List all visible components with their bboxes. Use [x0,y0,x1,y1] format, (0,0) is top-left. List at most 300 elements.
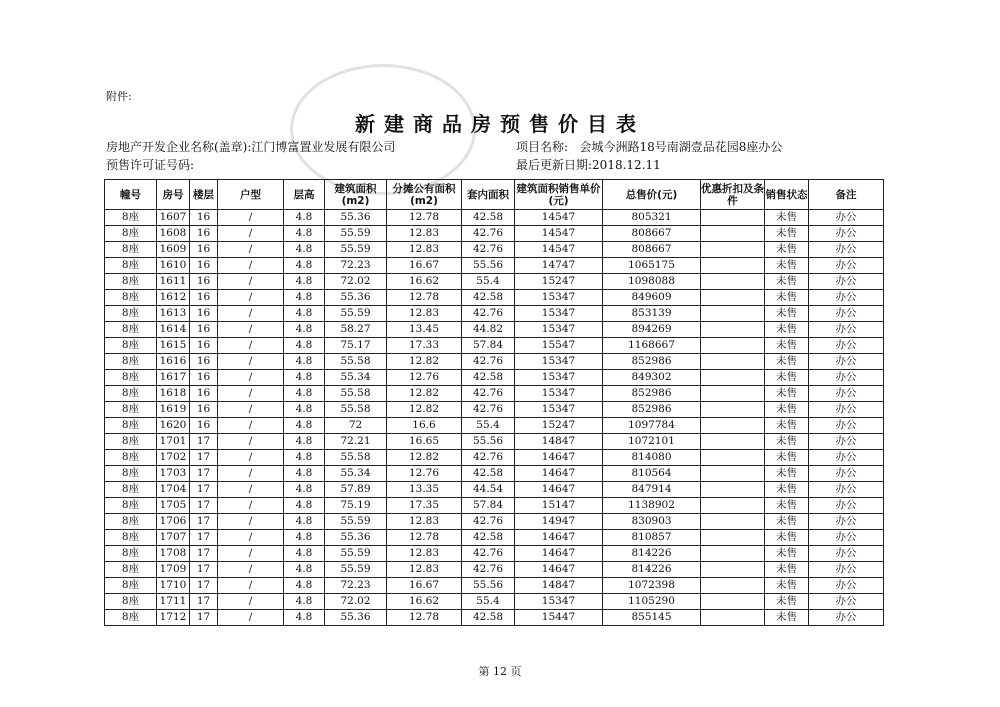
cell-floor: 17 [190,514,218,530]
cell-floor: 16 [190,370,218,386]
cell-height: 4.8 [284,306,325,322]
cell-discount [701,274,765,290]
cell-unit-type: / [218,402,284,418]
table-row [105,242,884,258]
table-row [105,210,884,226]
cell-building: 8座 [105,402,157,418]
cell-total-price: 852986 [603,354,701,370]
cell-inner-area: 57.84 [462,338,515,354]
cell-remarks: 办公 [809,322,884,338]
cell-shared-area: 12.76 [387,466,462,482]
table-row [105,514,884,530]
cell-status: 未售 [765,226,809,242]
cell-total-price: 853139 [603,306,701,322]
cell-inner-area: 42.76 [462,450,515,466]
cell-building: 8座 [105,434,157,450]
cell-unit-type: / [218,418,284,434]
cell-shared-area: 12.78 [387,210,462,226]
cell-discount [701,258,765,274]
cell-unit-price: 15347 [515,290,603,306]
table-row [105,546,884,562]
cell-inner-area: 42.58 [462,466,515,482]
cell-building: 8座 [105,274,157,290]
cell-height: 4.8 [284,562,325,578]
cell-gross-area: 55.34 [325,370,387,386]
cell-building: 8座 [105,482,157,498]
cell-inner-area: 42.76 [462,226,515,242]
cell-height: 4.8 [284,386,325,402]
table-row [105,402,884,418]
cell-shared-area: 13.45 [387,322,462,338]
cell-status: 未售 [765,306,809,322]
cell-remarks: 办公 [809,370,884,386]
cell-gross-area: 55.59 [325,562,387,578]
price-table [104,179,884,626]
cell-inner-area: 42.58 [462,610,515,626]
cell-unit-type: / [218,450,284,466]
cell-total-price: 1072101 [603,434,701,450]
cell-remarks: 办公 [809,450,884,466]
cell-inner-area: 42.58 [462,210,515,226]
cell-remarks: 办公 [809,434,884,450]
table-row [105,418,884,434]
cell-gross-area: 55.34 [325,466,387,482]
cell-remarks: 办公 [809,402,884,418]
cell-building: 8座 [105,338,157,354]
cell-unit-price: 15547 [515,338,603,354]
cell-total-price: 830903 [603,514,701,530]
permit-line [106,156,194,173]
cell-height: 4.8 [284,274,325,290]
cell-gross-area: 75.19 [325,498,387,514]
cell-height: 4.8 [284,354,325,370]
table-row [105,386,884,402]
col-header-total-price: 总售价(元) [603,180,701,210]
cell-remarks: 办公 [809,466,884,482]
cell-discount [701,610,765,626]
cell-status: 未售 [765,386,809,402]
col-header-unit-type: 户型 [218,180,284,210]
cell-unit-price: 14647 [515,546,603,562]
cell-shared-area: 12.83 [387,226,462,242]
cell-room: 1608 [157,226,190,242]
cell-floor: 16 [190,226,218,242]
cell-gross-area: 58.27 [325,322,387,338]
cell-shared-area: 17.35 [387,498,462,514]
cell-discount [701,562,765,578]
cell-inner-area: 42.76 [462,354,515,370]
cell-discount [701,306,765,322]
cell-unit-type: / [218,226,284,242]
cell-total-price: 814226 [603,546,701,562]
cell-unit-price: 15347 [515,402,603,418]
cell-gross-area: 55.59 [325,242,387,258]
cell-status: 未售 [765,562,809,578]
cell-total-price: 808667 [603,242,701,258]
cell-remarks: 办公 [809,306,884,322]
cell-floor: 16 [190,322,218,338]
cell-status: 未售 [765,274,809,290]
cell-unit-price: 15347 [515,594,603,610]
cell-shared-area: 12.82 [387,354,462,370]
cell-status: 未售 [765,242,809,258]
cell-shared-area: 12.83 [387,514,462,530]
cell-status: 未售 [765,370,809,386]
cell-room: 1613 [157,306,190,322]
cell-unit-type: / [218,386,284,402]
cell-gross-area: 55.58 [325,386,387,402]
table-row [105,290,884,306]
cell-building: 8座 [105,370,157,386]
cell-floor: 16 [190,306,218,322]
cell-remarks: 办公 [809,274,884,290]
cell-height: 4.8 [284,418,325,434]
cell-unit-type: / [218,546,284,562]
table-row [105,354,884,370]
cell-shared-area: 16.65 [387,434,462,450]
cell-unit-price: 14947 [515,514,603,530]
cell-status: 未售 [765,530,809,546]
cell-unit-price: 15447 [515,610,603,626]
cell-status: 未售 [765,402,809,418]
cell-total-price: 810564 [603,466,701,482]
cell-remarks: 办公 [809,210,884,226]
cell-status: 未售 [765,498,809,514]
cell-remarks: 办公 [809,530,884,546]
cell-discount [701,578,765,594]
cell-gross-area: 55.59 [325,226,387,242]
cell-unit-price: 14547 [515,226,603,242]
cell-inner-area: 55.4 [462,274,515,290]
cell-floor: 16 [190,258,218,274]
cell-unit-type: / [218,578,284,594]
cell-inner-area: 55.56 [462,578,515,594]
cell-shared-area: 12.83 [387,562,462,578]
cell-total-price: 852986 [603,402,701,418]
cell-discount [701,402,765,418]
cell-room: 1710 [157,578,190,594]
cell-inner-area: 44.54 [462,482,515,498]
cell-unit-price: 15347 [515,306,603,322]
page-number: 第 12 页 [478,665,522,678]
table-row [105,530,884,546]
cell-floor: 17 [190,434,218,450]
cell-building: 8座 [105,594,157,610]
cell-height: 4.8 [284,434,325,450]
cell-shared-area: 12.76 [387,370,462,386]
cell-room: 1712 [157,610,190,626]
cell-room: 1612 [157,290,190,306]
cell-unit-type: / [218,594,284,610]
developer-label: 房地产开发企业名称(盖章): [106,140,252,154]
cell-unit-price: 15347 [515,322,603,338]
cell-shared-area: 16.67 [387,578,462,594]
cell-building: 8座 [105,210,157,226]
cell-height: 4.8 [284,226,325,242]
cell-room: 1618 [157,386,190,402]
cell-shared-area: 17.33 [387,338,462,354]
cell-discount [701,594,765,610]
cell-status: 未售 [765,546,809,562]
cell-total-price: 814080 [603,450,701,466]
cell-height: 4.8 [284,338,325,354]
table-row [105,498,884,514]
table-row [105,370,884,386]
cell-floor: 17 [190,482,218,498]
cell-room: 1611 [157,274,190,290]
cell-gross-area: 55.58 [325,402,387,418]
cell-remarks: 办公 [809,418,884,434]
cell-inner-area: 42.76 [462,514,515,530]
cell-total-price: 1168667 [603,338,701,354]
cell-discount [701,338,765,354]
cell-inner-area: 57.84 [462,498,515,514]
cell-status: 未售 [765,482,809,498]
cell-total-price: 849609 [603,290,701,306]
cell-unit-type: / [218,530,284,546]
cell-shared-area: 16.6 [387,418,462,434]
table-row [105,450,884,466]
cell-height: 4.8 [284,578,325,594]
cell-building: 8座 [105,466,157,482]
cell-remarks: 办公 [809,562,884,578]
cell-unit-type: / [218,290,284,306]
col-header-discount: 优惠折扣及条件 [701,180,765,210]
cell-room: 1711 [157,594,190,610]
cell-inner-area: 42.76 [462,562,515,578]
cell-unit-type: / [218,242,284,258]
cell-gross-area: 55.36 [325,290,387,306]
cell-height: 4.8 [284,498,325,514]
cell-height: 4.8 [284,322,325,338]
cell-status: 未售 [765,338,809,354]
updated-line [516,156,661,173]
cell-gross-area: 72.02 [325,274,387,290]
cell-inner-area: 42.58 [462,530,515,546]
cell-remarks: 办公 [809,290,884,306]
cell-discount [701,322,765,338]
cell-total-price: 1072398 [603,578,701,594]
cell-discount [701,530,765,546]
cell-shared-area: 12.78 [387,290,462,306]
cell-gross-area: 55.58 [325,450,387,466]
cell-floor: 16 [190,402,218,418]
cell-total-price: 852986 [603,386,701,402]
cell-room: 1709 [157,562,190,578]
cell-building: 8座 [105,610,157,626]
cell-unit-type: / [218,370,284,386]
cell-floor: 17 [190,450,218,466]
cell-unit-type: / [218,338,284,354]
project-line [516,138,782,155]
cell-shared-area: 12.78 [387,610,462,626]
cell-inner-area: 55.56 [462,434,515,450]
cell-shared-area: 16.67 [387,258,462,274]
cell-total-price: 855145 [603,610,701,626]
cell-floor: 16 [190,354,218,370]
cell-building: 8座 [105,290,157,306]
col-header-room: 房号 [157,180,190,210]
cell-gross-area: 55.59 [325,514,387,530]
attachment-label: 附件: [106,90,132,103]
col-header-gross-area: 建筑面积(m2) [325,180,387,210]
cell-gross-area: 72.23 [325,578,387,594]
cell-shared-area: 12.83 [387,242,462,258]
cell-gross-area: 75.17 [325,338,387,354]
cell-unit-type: / [218,322,284,338]
cell-height: 4.8 [284,482,325,498]
permit-label: 预售许可证号码: [106,158,195,172]
cell-unit-type: / [218,274,284,290]
cell-building: 8座 [105,386,157,402]
cell-status: 未售 [765,354,809,370]
cell-gross-area: 72.21 [325,434,387,450]
cell-discount [701,354,765,370]
cell-discount [701,290,765,306]
cell-building: 8座 [105,562,157,578]
cell-inner-area: 42.58 [462,290,515,306]
cell-inner-area: 55.4 [462,418,515,434]
cell-total-price: 894269 [603,322,701,338]
cell-unit-price: 15347 [515,354,603,370]
cell-unit-price: 14647 [515,562,603,578]
cell-building: 8座 [105,242,157,258]
cell-room: 1705 [157,498,190,514]
cell-floor: 17 [190,578,218,594]
cell-unit-type: / [218,610,284,626]
cell-inner-area: 42.76 [462,386,515,402]
cell-building: 8座 [105,578,157,594]
cell-floor: 16 [190,242,218,258]
table-row [105,562,884,578]
cell-building: 8座 [105,514,157,530]
cell-unit-price: 14747 [515,258,603,274]
cell-gross-area: 72.02 [325,594,387,610]
developer-line [106,138,395,155]
cell-shared-area: 12.83 [387,546,462,562]
cell-floor: 16 [190,274,218,290]
cell-building: 8座 [105,306,157,322]
cell-height: 4.8 [284,258,325,274]
cell-room: 1620 [157,418,190,434]
cell-unit-type: / [218,354,284,370]
cell-unit-type: / [218,482,284,498]
cell-unit-type: / [218,466,284,482]
cell-remarks: 办公 [809,594,884,610]
cell-status: 未售 [765,514,809,530]
cell-shared-area: 12.83 [387,306,462,322]
cell-room: 1615 [157,338,190,354]
cell-total-price: 1098088 [603,274,701,290]
cell-shared-area: 16.62 [387,274,462,290]
table-row [105,466,884,482]
cell-room: 1701 [157,434,190,450]
cell-height: 4.8 [284,466,325,482]
cell-discount [701,226,765,242]
cell-height: 4.8 [284,210,325,226]
cell-height: 4.8 [284,514,325,530]
cell-discount [701,546,765,562]
cell-shared-area: 12.82 [387,386,462,402]
cell-unit-price: 14647 [515,530,603,546]
cell-unit-price: 14647 [515,482,603,498]
col-header-remarks: 备注 [809,180,884,210]
cell-building: 8座 [105,322,157,338]
cell-unit-type: / [218,562,284,578]
cell-floor: 17 [190,530,218,546]
cell-status: 未售 [765,418,809,434]
cell-unit-price: 14847 [515,434,603,450]
table-row [105,226,884,242]
cell-floor: 17 [190,498,218,514]
cell-room: 1610 [157,258,190,274]
cell-status: 未售 [765,610,809,626]
cell-remarks: 办公 [809,258,884,274]
cell-unit-price: 14647 [515,466,603,482]
table-row [105,306,884,322]
table-row [105,434,884,450]
cell-inner-area: 44.82 [462,322,515,338]
cell-gross-area: 55.36 [325,210,387,226]
cell-status: 未售 [765,322,809,338]
cell-shared-area: 12.82 [387,450,462,466]
cell-unit-type: / [218,434,284,450]
cell-height: 4.8 [284,546,325,562]
cell-remarks: 办公 [809,386,884,402]
cell-height: 4.8 [284,530,325,546]
cell-room: 1703 [157,466,190,482]
col-header-floor: 楼层 [190,180,218,210]
cell-remarks: 办公 [809,354,884,370]
cell-shared-area: 12.82 [387,402,462,418]
cell-status: 未售 [765,210,809,226]
cell-remarks: 办公 [809,226,884,242]
cell-unit-price: 15347 [515,386,603,402]
table-row [105,610,884,626]
table-row [105,338,884,354]
cell-room: 1706 [157,514,190,530]
cell-unit-price: 15147 [515,498,603,514]
cell-room: 1609 [157,242,190,258]
cell-discount [701,482,765,498]
cell-gross-area: 72 [325,418,387,434]
cell-discount [701,210,765,226]
cell-floor: 17 [190,610,218,626]
updated-label: 最后更新日期: [516,158,593,172]
cell-building: 8座 [105,226,157,242]
cell-inner-area: 42.76 [462,306,515,322]
cell-status: 未售 [765,258,809,274]
cell-status: 未售 [765,594,809,610]
cell-inner-area: 42.76 [462,402,515,418]
table-row [105,594,884,610]
updated-value: 2018.12.11 [592,158,661,172]
col-header-shared-area: 分摊公有面积(m2) [387,180,462,210]
cell-room: 1619 [157,402,190,418]
cell-height: 4.8 [284,610,325,626]
project-value: 会城今洲路18号南湖壹品花园8座办公 [579,140,783,154]
cell-unit-type: / [218,498,284,514]
table-row [105,578,884,594]
cell-unit-price: 14847 [515,578,603,594]
cell-floor: 17 [190,466,218,482]
cell-room: 1616 [157,354,190,370]
cell-height: 4.8 [284,402,325,418]
cell-height: 4.8 [284,290,325,306]
cell-gross-area: 55.58 [325,354,387,370]
table-row [105,274,884,290]
cell-gross-area: 57.89 [325,482,387,498]
